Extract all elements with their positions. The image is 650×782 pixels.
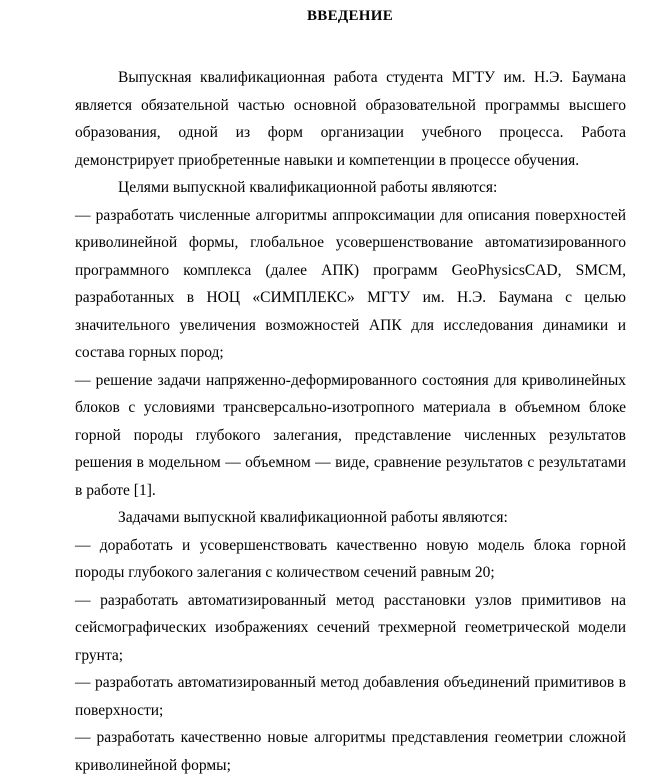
paragraph-goals-heading: Целями выпускной квалификационной работы являются: [118, 179, 498, 196]
paragraph-task-4: — разработать качественно новые алгоритмы представления геометрии сложной криволинейной формы; [75, 729, 626, 774]
paragraph-goal-2: — решение задачи напряженно-деформированного состояния для криволинейных блоков с условиями трансверсально-изотропного материала в объемном блоке горной породы глубокого залегания, представление численных результатов решения в модельном — объемном — виде, сравнение результатов с результатами в работе [1]. [75, 371, 626, 499]
paragraph-task-2: — разработать автоматизированный метод расстановки узлов примитивов на сейсмографических изображениях сечений трехмерной геометрической модели грунта; [75, 591, 626, 664]
paragraph-task-3: — разработать автоматизированный метод добавления объединений примитивов в поверхности; [75, 674, 626, 719]
document-body [75, 64, 626, 779]
paragraph-task-1: — доработать и усовершенствовать качественно новую модель блока горной породы глубокого залегания с количеством сечений равным 20; [75, 536, 626, 581]
paragraph-goal-1: — разработать численные алгоритмы аппроксимации для описания поверхностей криволинейной формы, глобальное усовершенствование автоматизированного программного комплекса (далее АПК) программ GeoPhysicsCAD, SMCM, разработанных в НОЦ «СИМПЛЕКС» МГТУ им. Н.Э. Баумана с целью значительного увеличения возможностей АПК для исследования динамики и состава горных пород; [75, 206, 626, 361]
paragraph-tasks-heading: Задачами выпускной квалификационной работы являются: [118, 509, 508, 526]
paragraph-intro: Выпускная квалификационная работа студента МГТУ им. Н.Э. Баумана является обязательной частью основной образовательной программы высшего образования, одной из форм организации учебного процесса. Работа демонстрирует приобретенные навыки и компетенции в процессе обучения. [75, 69, 626, 169]
page-title: ВВЕДЕНИЕ [306, 8, 394, 24]
